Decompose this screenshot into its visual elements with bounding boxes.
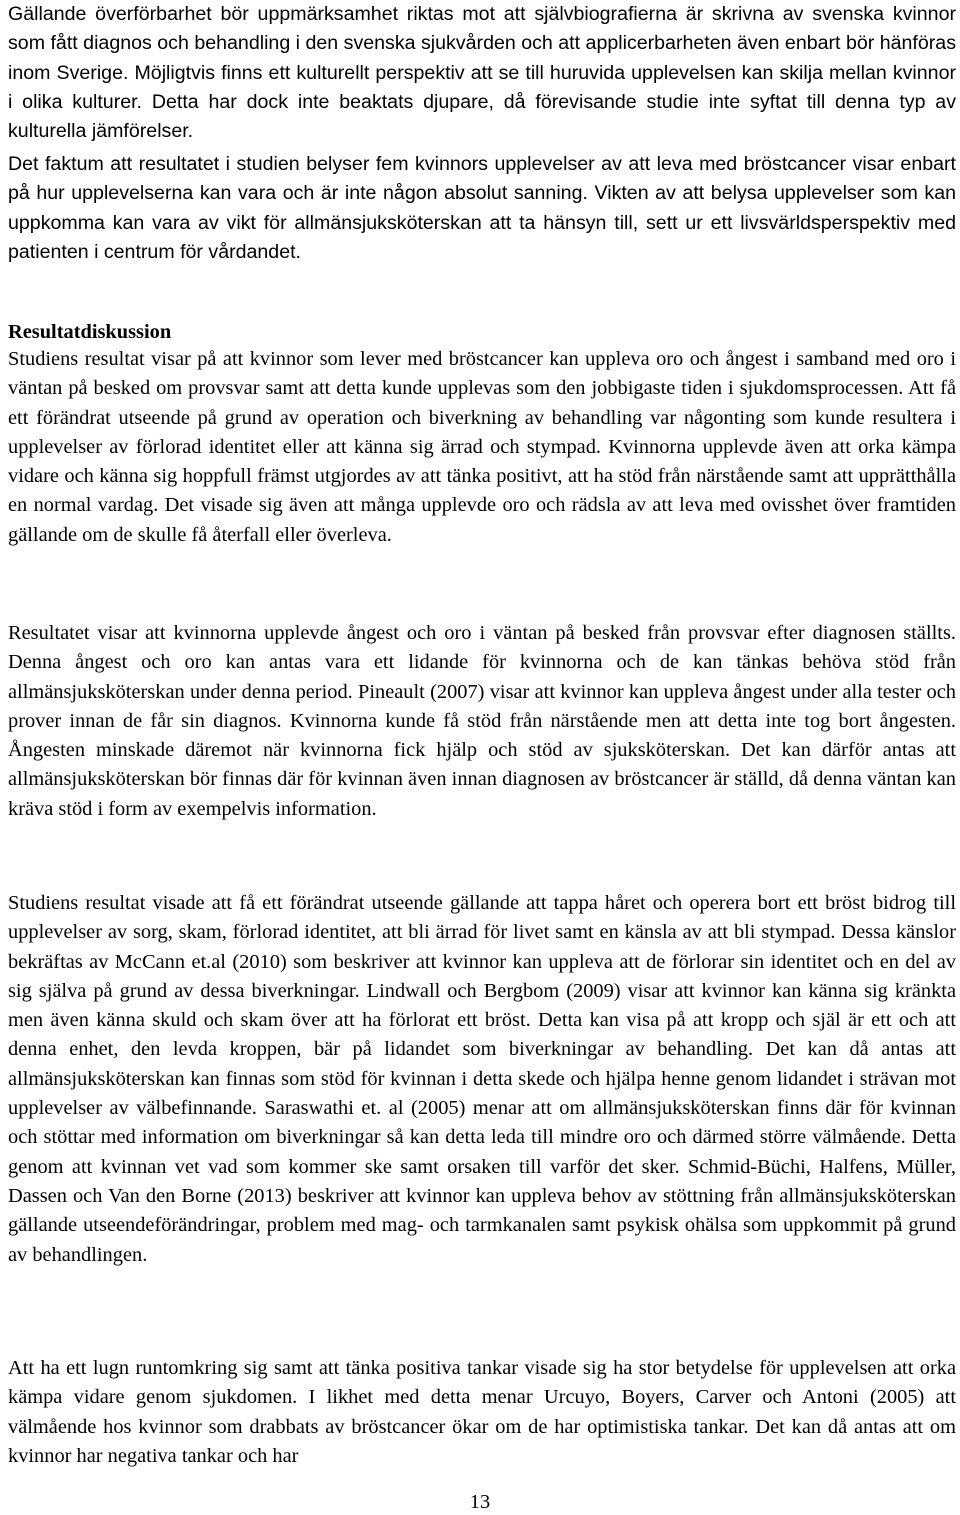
paragraph-anxiety-discussion: Resultatet visar att kvinnorna upplevde ångest och oro i väntan på besked från provsvar efter diagnosen ställts. Denna ångest och oro kan antas vara ett lidande för kvinnorna och de kan tänkas behöva stöd från allmänsjuksköterskan under denna period. Pineault (2007) visar att kvinnor kan uppleva ångest under alla tester och prover innan de får sin diagnos. Kvinnorna kunde få stöd från närstående men att detta inte tog bort ångesten. Ångesten minskade däremot när kvinnorna fick hjälp och stöd av sjuksköterskan. Det kan därför antas att allmänsjuksköterskan bör finnas där för kvinnan även innan diagnosen av bröstcancer är ställd, då denna väntan kan kräva stöd i form av exempelvis information. bbox=[8, 622, 956, 820]
paragraph-positive-thinking: Att ha ett lugn runtomkring sig samt att tänka positiva tankar visade sig ha stor betydelse för upplevelsen att orka kämpa vidare genom sjukdomen. I likhet med detta menar Urcuyo, Boyers, Carver och Antoni (2005) att välmående hos kvinnor som drabbats av bröstcancer ökar om de har optimistiska tankar. Det kan då antas att om kvinnor har negativa tankar och har bbox=[8, 1357, 956, 1467]
section-heading: Resultatdiskussion bbox=[8, 321, 172, 343]
paragraph-transferability: Gällande överförbarhet bör uppmärksamhet riktas mot att självbiografierna är skrivna av svenska kvinnor som fått diagnos och behandling i den svenska sjukvården och att applicerbarheten även enbart bör hänföras inom Sverige. Möjligtvis finns ett kulturellt perspektiv att se till huruvida upplevelsen kan skilja mellan kvinnor i olika kulturer. Detta har dock inte beaktats djupare, då förevisande studie inte syftat till denna typ av kulturella jämförelser. bbox=[8, 3, 956, 143]
paragraph-result-limitations: Det faktum att resultatet i studien belyser fem kvinnors upplevelser av att leva med bröstcancer visar enbart på hur upplevelserna kan vara och är inte någon absolut sanning. Vikten av att belysa upplevelser som kan uppkomma kan vara av vikt för allmänsjuksköterskan att ta hänsyn till, sett ur ett livsvärldsperspektiv med patienten i centrum för vårdandet. bbox=[8, 153, 956, 263]
paragraph-results-summary: Studiens resultat visar på att kvinnor som lever med bröstcancer kan uppleva oro och ångest i samband med oro i väntan på besked om provsvar samt att detta kunde upplevas som den jobbigaste tiden i sjukdomsprocessen. Att få ett förändrat utseende på grund av operation och biverkning av behandling var någonting som kunde resultera i upplevelser av förlorad identitet eller att känna sig ärrad och stympad. Kvinnorna upplevde även att orka kämpa vidare och känna sig hoppfull främst utgjordes av att tänka positivt, att ha stöd från närstående samt att upprätthålla en normal vardag. Det visade sig även att många upplevde oro och rädsla av att leva med ovisshet över framtiden gällande om de skulle få återfall eller överleva. bbox=[8, 348, 956, 546]
paragraph-appearance-discussion: Studiens resultat visade att få ett förändrat utseende gällande att tappa håret och operera bort ett bröst bidrog till upplevelser av sorg, skam, förlorad identitet, att bli ärrad för livet samt en känsla av att bli stympad. Dessa känslor bekräftas av McCann et.al (2010) som beskriver att kvinnor kan uppleva att de förlorar sin identitet och en del av sig själva på grund av dessa biverkningar. Lindwall och Bergbom (2009) visar att kvinnor kan känna sig kränkta men även känna skuld och skam över att ha förlorat ett bröst. Detta kan visa på att kropp och själ är ett och att denna enhet, den levda kroppen, bär på lidandet som biverkningar av behandling. Det kan då antas att allmänsjuksköterskan kan finnas som stöd för kvinnan i detta skede och hjälpa henne genom lidandet i strävan mot upplevelser av välbefinnande. Saraswathi et. al (2005) menar att om allmänsjuksköterskan finns där för kvinnan och stöttar med information om biverkningar så kan detta leda till mindre oro och därmed större välmående. Detta genom att kvinnan vet vad som kommer ske samt orsaken till varför det sker. Schmid-Büchi, Halfens, Müller, Dassen och Van den Borne (2013) beskriver att kvinnor kan uppleva behov av stöttning från allmänsjuksköterskan gällande utseendeförändringar, problem med mag- och tarmkanalen samt psykisk ohälsa som uppkommit på grund av behandlingen. bbox=[8, 892, 956, 1266]
page-number: 13 bbox=[469, 1491, 491, 1513]
